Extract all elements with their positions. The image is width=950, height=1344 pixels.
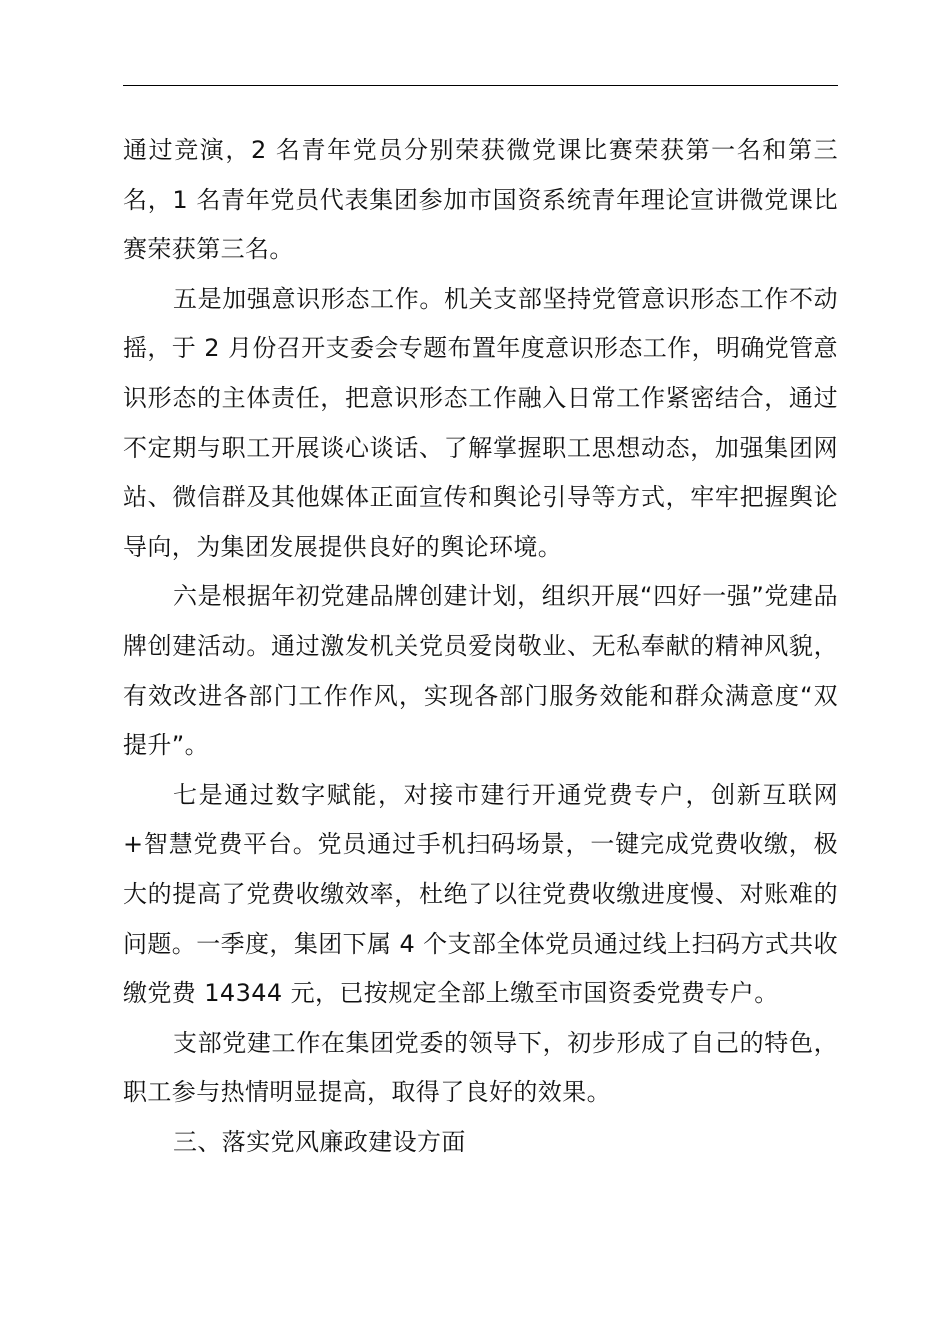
header-rule [123,85,838,86]
paragraph-branch-summary: 支部党建工作在集团党委的领导下，初步形成了自己的特色，职工参与热情明显提高，取得了良好的效果。 [123,1028,838,1107]
paragraph-brand-building: 六是根据年初党建品牌创建计划，组织开展“四好一强”党建品牌创建活动。通过激发机关党员爱岗敬业、无私奉献的精神风貌，有效改进各部门工作作风，实现各部门服务效能和群众满意度“双提升”。 [123,582,838,760]
document-body [123,126,838,1167]
paragraph-continuation: 通过竞演，2 名青年党员分别荣获微党课比赛荣获第一名和第三名，1 名青年党员代表集团参加市国资系统青年理论宣讲微党课比赛荣获第三名。 [123,136,838,264]
paragraph-digital-party-fees: 七是通过数字赋能，对接市建行开通党费专户，创新互联网+智慧党费平台。党员通过手机扫码场景，一键完成党费收缴，极大的提高了党费收缴效率，杜绝了以往党费收缴进度慢、对账难的问题。一季度，集团下属 4 个支部全体党员通过线上扫码方式共收缴党费 14344 元，已按规定全部上缴至市国资委党费专户。 [123,780,838,1008]
paragraph-ideology-work: 五是加强意识形态工作。机关支部坚持党管意识形态工作不动摇，于 2 月份召开支委会专题布置年度意识形态工作，明确党管意识形态的主体责任，把意识形态工作融入日常工作紧密结合，通过不定期与职工开展谈心谈话、了解掌握职工思想动态，加强集团网站、微信群及其他媒体正面宣传和舆论引导等方式，牢牢把握舆论导向，为集团发展提供良好的舆论环境。 [123,284,838,561]
section-heading-integrity: 三、落实党风廉政建设方面 [173,1127,466,1156]
